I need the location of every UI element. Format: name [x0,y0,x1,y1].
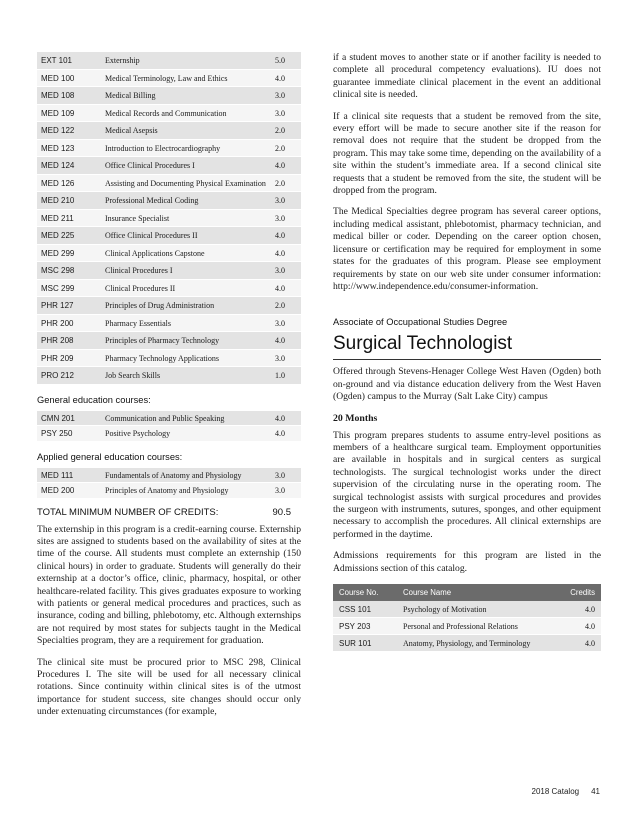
table-row [37,69,301,87]
table-row [37,227,301,245]
program-description: This program prepares students to assume entry-level positions as members of a healthcare surgical team. Employment opportunities are available in hospitals and in surgical centers as surgical technologists. The surgical technologist works under the direct supervision of the circulating nurse in the operating room. The surgical technologist assists with surgical procedures and provides the surgeon with instruments, sutures, sponges, and other equipment necessary to accomplish the procedures. All clinical externships are performed in the daytime. [333,429,601,540]
course-name: Externship [101,52,271,69]
course-credits: 4.0 [271,69,301,87]
surgical-tech-course-table [333,584,601,652]
total-credits-value: 90.5 [272,506,291,518]
course-code: MED 299 [37,244,101,262]
course-code: PHR 208 [37,332,101,350]
admissions-note: Admissions requirements for this program are listed in the Admissions section of this catalog. [333,550,601,574]
table-row [37,483,301,499]
gen-ed-heading: General education courses: [37,394,151,405]
course-name: Principles of Pharmacy Technology [101,332,271,350]
course-name: Psychology of Motivation [397,601,559,618]
catalog-label: 2018 Catalog [531,787,580,796]
site-removal-paragraph: If a clinical site requests that a student be removed from the site, every effort will be made to secure another site if the reason for removal does not require that the student be dropped from the program. This may take some time, depending on the availability of a site within the student’s immediate area. If a second clinical site requests that a student be removed from the site, the student will be dropped from the program. [333,110,601,197]
course-credits: 2.0 [271,174,301,192]
table-row [333,635,601,652]
career-options-paragraph: The Medical Specialties degree program has several career options, including medical assistant, phlebotomist, pharmacy technician, and medical biller or coder. Depending on the career option chosen, licensure or certification may be required for employment in some states for the graduates of this program. Please see employment requirements by state on our web site under consumer information: http://www.independence.edu/consumer-information. [333,206,601,292]
course-credits: 3.0 [271,104,301,122]
course-code: MED 200 [37,483,101,499]
course-name: Office Clinical Procedures I [101,157,271,175]
course-credits: 5.0 [271,52,301,69]
table-row [37,174,301,192]
course-name: Anatomy, Physiology, and Terminology [397,635,559,652]
course-name: Pharmacy Technology Applications [101,349,271,367]
course-credits: 2.0 [271,297,301,315]
degree-label: Associate of Occupational Studies Degree [333,317,508,328]
total-credits-label: TOTAL MINIMUM NUMBER OF CREDITS: [37,506,219,518]
course-name: Assisting and Documenting Physical Examination [101,174,271,192]
course-credits: 2.0 [271,139,301,157]
course-credits: 4.0 [271,227,301,245]
course-code: MSC 298 [37,262,101,280]
table-row [37,139,301,157]
program-title: Surgical Technologist [333,333,601,360]
course-code: MED 100 [37,69,101,87]
course-code: MED 124 [37,157,101,175]
course-credits: 4.0 [271,411,301,426]
course-name: Office Clinical Procedures II [101,227,271,245]
left-column [37,52,301,728]
course-name: Professional Medical Coding [101,192,271,210]
course-credits: 4.0 [559,601,601,618]
col-credits: Credits [559,584,601,601]
table-row [37,104,301,122]
course-code: PRO 212 [37,367,101,385]
course-credits: 4.0 [271,332,301,350]
table-row [37,262,301,280]
course-code: PHR 127 [37,297,101,315]
course-code: MED 111 [37,468,101,483]
course-code: PHR 209 [37,349,101,367]
course-credits: 3.0 [271,468,301,483]
course-code: EXT 101 [37,52,101,69]
course-credits: 4.0 [559,635,601,652]
course-name: Introduction to Electrocardiography [101,139,271,157]
course-credits: 2.0 [271,122,301,140]
course-code: MED 126 [37,174,101,192]
table-row [333,618,601,635]
course-name: Medical Terminology, Law and Ethics [101,69,271,87]
course-name: Medical Asepsis [101,122,271,140]
course-name: Fundamentals of Anatomy and Physiology [101,468,271,483]
course-code: CMN 201 [37,411,101,426]
course-name: Insurance Specialist [101,209,271,227]
course-credits: 1.0 [271,367,301,385]
course-credits: 4.0 [559,618,601,635]
course-name: Medical Records and Communication [101,104,271,122]
course-name: Personal and Professional Relations [397,618,559,635]
table-row [37,411,301,426]
course-code: PSY 250 [37,426,101,442]
course-credits: 3.0 [271,314,301,332]
course-code: MSC 299 [37,279,101,297]
table-row [37,314,301,332]
course-name: Positive Psychology [101,426,271,442]
course-code: MED 108 [37,87,101,105]
gen-ed-table [37,411,301,442]
applied-gen-ed-heading: Applied general education courses: [37,451,183,462]
table-row [37,468,301,483]
course-code: MED 123 [37,139,101,157]
course-name: Medical Billing [101,87,271,105]
table-header-row [333,584,601,601]
col-course-name: Course Name [397,584,559,601]
course-credits: 3.0 [271,209,301,227]
table-row [37,297,301,315]
course-code: SUR 101 [333,635,397,652]
table-row [37,122,301,140]
course-credits: 3.0 [271,87,301,105]
table-row [333,601,601,618]
program-length: 20 Months [333,412,378,424]
course-credits: 4.0 [271,244,301,262]
table-row [37,279,301,297]
course-name: Clinical Procedures I [101,262,271,280]
course-code: PSY 203 [333,618,397,635]
table-row [37,426,301,442]
table-row [37,87,301,105]
course-code: MED 122 [37,122,101,140]
applied-gen-ed-table [37,468,301,499]
clinical-site-paragraph: The clinical site must be procured prior to MSC 298, Clinical Procedures I. The site will be used for all necessary clinical rotations. Since continuity within clinical sites is of the utmost importance for student success, site changes should occur only under extenuating circumstances (for example, [37,656,301,718]
total-credits [37,507,301,518]
table-row [37,209,301,227]
table-row [37,52,301,69]
table-row [37,192,301,210]
course-credits: 3.0 [271,483,301,499]
course-credits: 3.0 [271,349,301,367]
course-code: MED 109 [37,104,101,122]
course-code: MED 210 [37,192,101,210]
course-name: Communication and Public Speaking [101,411,271,426]
course-name: Principles of Drug Administration [101,297,271,315]
course-code: CSS 101 [333,601,397,618]
table-row [37,157,301,175]
externship-paragraph: The externship in this program is a credit-earning course. Externship sites are assigned to students based on the availability of sites at the time of the course. All students must complete an externship (150 clinical hours) in order to graduate. Students will generally do their externship at a doctor’s office, clinic, pharmacy, hospital, or other healthcare-related facility. This gives graduates exposure to working with patients or general medical procedures and practices, such as insurance, coding and billing, phlebotomy, etc. Although externships are not required by most states for subjects taught in the Medical Specialties program, they are a requirement for graduation. [37,523,301,647]
col-course-no: Course No. [333,584,397,601]
right-column [333,52,601,652]
page-footer [532,787,601,796]
page-number: 41 [591,787,600,796]
course-credits: 3.0 [271,192,301,210]
course-name: Clinical Applications Capstone [101,244,271,262]
course-credits: 4.0 [271,279,301,297]
table-row [37,244,301,262]
table-row [37,367,301,385]
course-credits: 4.0 [271,426,301,442]
program-intro: Offered through Stevens-Henager College West Haven (Ogden) both on-ground and via distance education delivery from the West Haven (Ogden) campus to the Murray (Salt Lake City) campus [333,366,601,403]
course-name: Pharmacy Essentials [101,314,271,332]
table-row [37,332,301,350]
table-row [37,349,301,367]
course-name: Clinical Procedures II [101,279,271,297]
course-credits: 3.0 [271,262,301,280]
course-credits: 4.0 [271,157,301,175]
course-name: Job Search Skills [101,367,271,385]
course-code: PHR 200 [37,314,101,332]
course-code: MED 225 [37,227,101,245]
core-course-table [37,52,301,385]
continued-paragraph: if a student moves to another state or if another facility is needed to complete all procedural competency evaluations). IU does not guarantee immediate clinical placement in the event an additional clinical site is needed. [333,52,601,101]
course-code: MED 211 [37,209,101,227]
course-name: Principles of Anatomy and Physiology [101,483,271,499]
